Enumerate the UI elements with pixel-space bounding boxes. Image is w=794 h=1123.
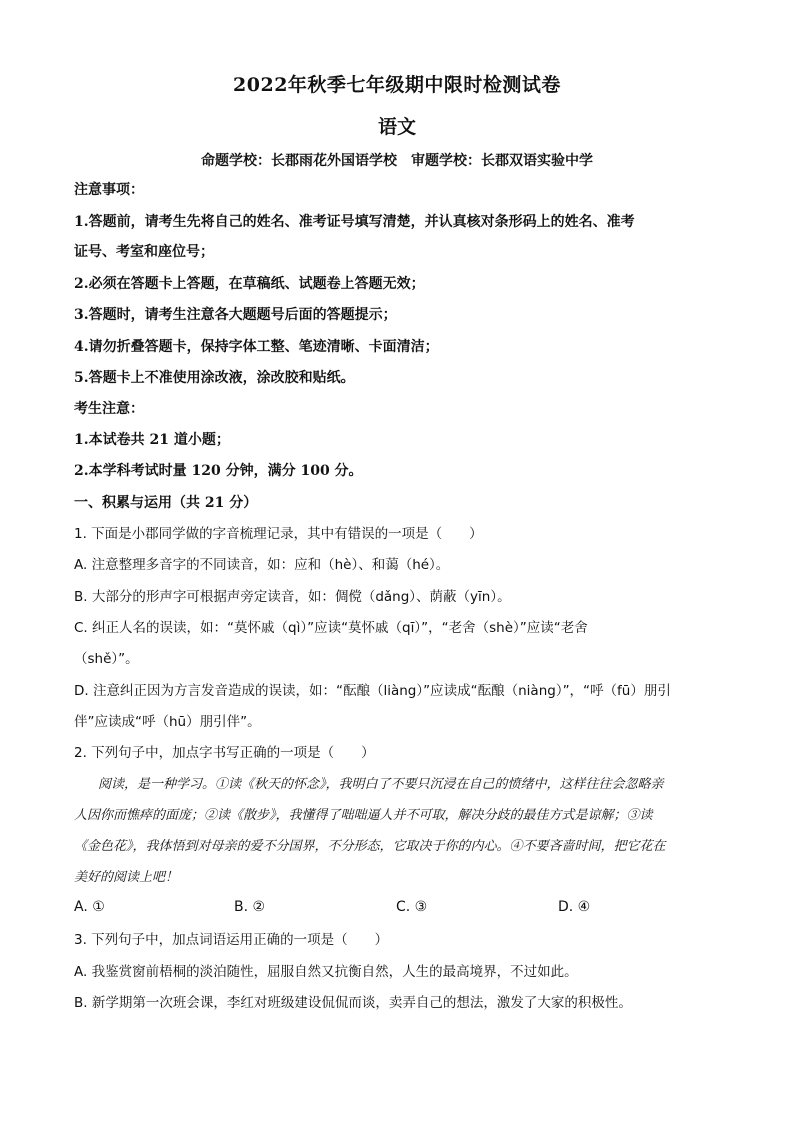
option-d-continued: 伴”应读成“呼（hū）朋引伴”。 (74, 714, 261, 730)
exam-title: 2022年秋季七年级期中限时检测试卷 (233, 74, 561, 96)
notice-item: 5.答题卡上不准使用涂改液，涂改胶和贴纸。 (74, 370, 355, 386)
notice-item: 1.答题前，请考生先将自己的姓名、准考证号填写清楚，并认真核对条形码上的姓名、准考 (74, 214, 635, 230)
passage-line: 阅读，是一种学习。①读《秋天的怀念》，我明白了不要只沉浸在自己的愤绪中，这样往往会忽略亲 (98, 777, 664, 792)
notice-item: 3.答题时，请考生注意各大题题号后面的答题提示； (74, 307, 397, 323)
option-d: D. 注意纠正因为方言发音造成的误读，如：“酝酿（liàng）”应读成“酝酿（niàng）”，“呼（fū）朋引 (74, 683, 671, 699)
notice-item: 证号、考室和座位号； (74, 244, 214, 260)
option-c: C. 纠正人名的误读，如：“莫怀戚（qì）”应读“莫怀戚（qī）”，“老舍（shè）”应读“老舍 (74, 620, 588, 636)
option-a: A. 我鉴赏窗前梧桐的淡泊随性，屈服自然又抗衡自然，人生的最高境界，不过如此。 (74, 964, 578, 980)
question-stem: 1. 下面是小郡同学做的字音梳理记录，其中有错误的一项是（ ） (74, 526, 483, 542)
option-a: A. 注意整理多音字的不同读音，如：应和（hè）、和蔼（hé）。 (74, 557, 450, 573)
notice-heading: 注意事项： (74, 182, 144, 198)
section-heading: 一、积累与运用（共 21 分） (74, 495, 258, 511)
candidate-item: 2.本学科考试时量 120 分钟，满分 100 分。 (74, 463, 363, 479)
school-info: 命题学校：长郡雨花外国语学校 审题学校：长郡双语实验中学 (201, 153, 593, 169)
option-c-continued: （shě）”。 (74, 651, 139, 667)
subject-title: 语文 (377, 116, 416, 138)
option-d: D. ④ (558, 899, 591, 915)
question-stem: 3. 下列句子中，加点词语运用正确的一项是（ ） (74, 932, 389, 948)
notice-item: 2.必须在答题卡上答题，在草稿纸、试题卷上答题无效； (74, 276, 425, 292)
passage-line: 美好的阅读上吧！ (74, 870, 179, 885)
option-b: B. ② (234, 899, 266, 915)
candidate-heading: 考生注意： (74, 401, 144, 417)
option-b: B. 新学期第一次班会课，李红对班级建设侃侃而谈，卖弄自己的想法，激发了大家的积极性。 (74, 995, 632, 1011)
option-a: A. ① (74, 899, 105, 915)
option-c: C. ③ (396, 899, 428, 915)
option-b: B. 大部分的形声字可根据声旁定读音，如：倜傥（dǎng）、荫蔽（yīn）。 (74, 589, 511, 605)
question-stem: 2. 下列句子中，加点字书写正确的一项是（ ） (74, 745, 375, 761)
notice-item: 4.请勿折叠答题卡，保持字体工整、笔迹清晰、卡面清洁； (74, 339, 439, 355)
q2-options (74, 899, 734, 919)
candidate-item: 1.本试卷共 21 道小题； (74, 432, 230, 448)
passage-line: 人因你而憔瘁的面庞；②读《散步》，我懂得了咄咄逼人并不可取，解决分歧的最佳方式是谅解；③读 (74, 808, 653, 823)
passage-line: 《金色花》，我体悟到对母亲的爱不分国界，不分形态，它取决于你的内心。④不要吝啬时间，把它花在 (74, 839, 666, 854)
